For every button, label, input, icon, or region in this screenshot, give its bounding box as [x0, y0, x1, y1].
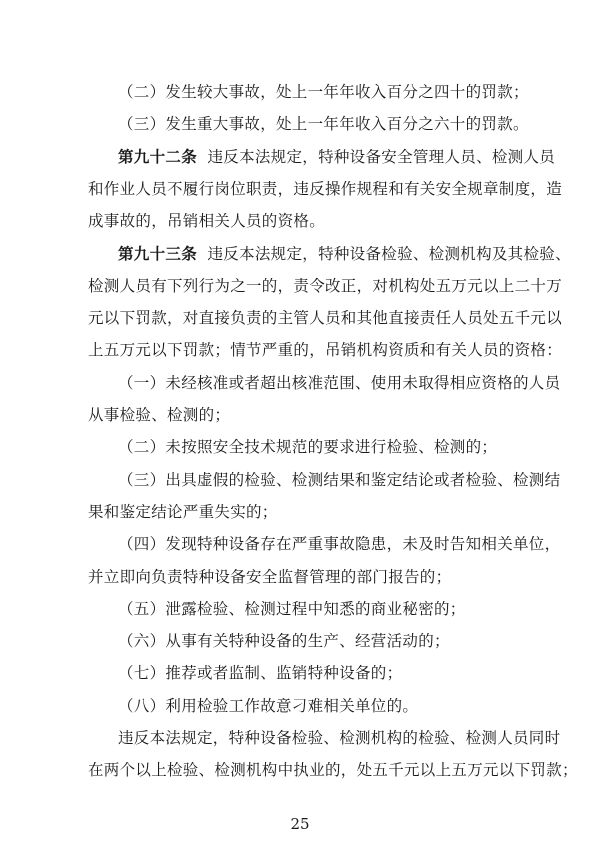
- text-line: 违反本法规定，特种设备检验、检测机构的检验、检测人员同时: [118, 729, 561, 747]
- text-line: （二）未按照安全技术规范的要求进行检验、检测的；: [118, 438, 498, 457]
- text-line: 检测人员有下列行为之一的，责令改正，对机构处五万元以上二十万: [88, 276, 563, 295]
- text-line: （八）利用检验工作故意刁难相关单位的。: [118, 696, 419, 715]
- text-line: 和作业人员不履行岗位职责，违反操作规程和有关安全规章制度，造: [88, 179, 563, 198]
- article-92-first-line: 第九十二条 违反本法规定，特种设备安全管理人员、检测人员: [118, 146, 556, 166]
- text-line: （七）推荐或者监制、监销特种设备的；: [118, 664, 403, 683]
- article-heading: 第九十二条: [118, 146, 198, 166]
- text-line: 并立即向负责特种设备安全监督管理的部门报告的；: [88, 567, 452, 586]
- text-line: 果和鉴定结论严重失实的；: [88, 502, 278, 521]
- text-line: （一）未经核准或者超出核准范围、使用未取得相应资格的人员: [118, 373, 561, 392]
- text-line: （二）发生较大事故，处上一年年收入百分之四十的罚款；: [118, 83, 529, 101]
- text-line: 元以下罚款，对直接负责的主管人员和其他直接责任人员处五千元以: [88, 309, 563, 328]
- text-line: （六）从事有关特种设备的生产、经营活动的；: [118, 632, 450, 651]
- text-line: 在两个以上检验、检测机构中执业的，处五千元以上五万元以下罚款；: [88, 761, 578, 780]
- text-line: （三）出具虚假的检验、检测结果和鉴定结论或者检验、检测结: [118, 470, 561, 489]
- text-line: （五）泄露检验、检测过程中知悉的商业秘密的；: [118, 599, 466, 618]
- text-line: （四）发现特种设备存在严重事故隐患，未及时告知相关单位，: [118, 535, 561, 554]
- text-line: 成事故的，吊销相关人员的资格。: [88, 212, 326, 231]
- page-number: 25: [290, 815, 310, 833]
- article-heading: 第九十三条: [118, 243, 198, 263]
- article-93-first-line: 第九十三条 违反本法规定，特种设备检验、检测机构及其检验、: [118, 243, 571, 263]
- text-line: 上五万元以下罚款；情节严重的，吊销机构资质和有关人员的资格：: [88, 341, 563, 360]
- text-line: 从事检验、检测的；: [88, 406, 231, 424]
- text-line: （三）发生重大事故，处上一年年收入百分之六十的罚款。: [118, 115, 529, 134]
